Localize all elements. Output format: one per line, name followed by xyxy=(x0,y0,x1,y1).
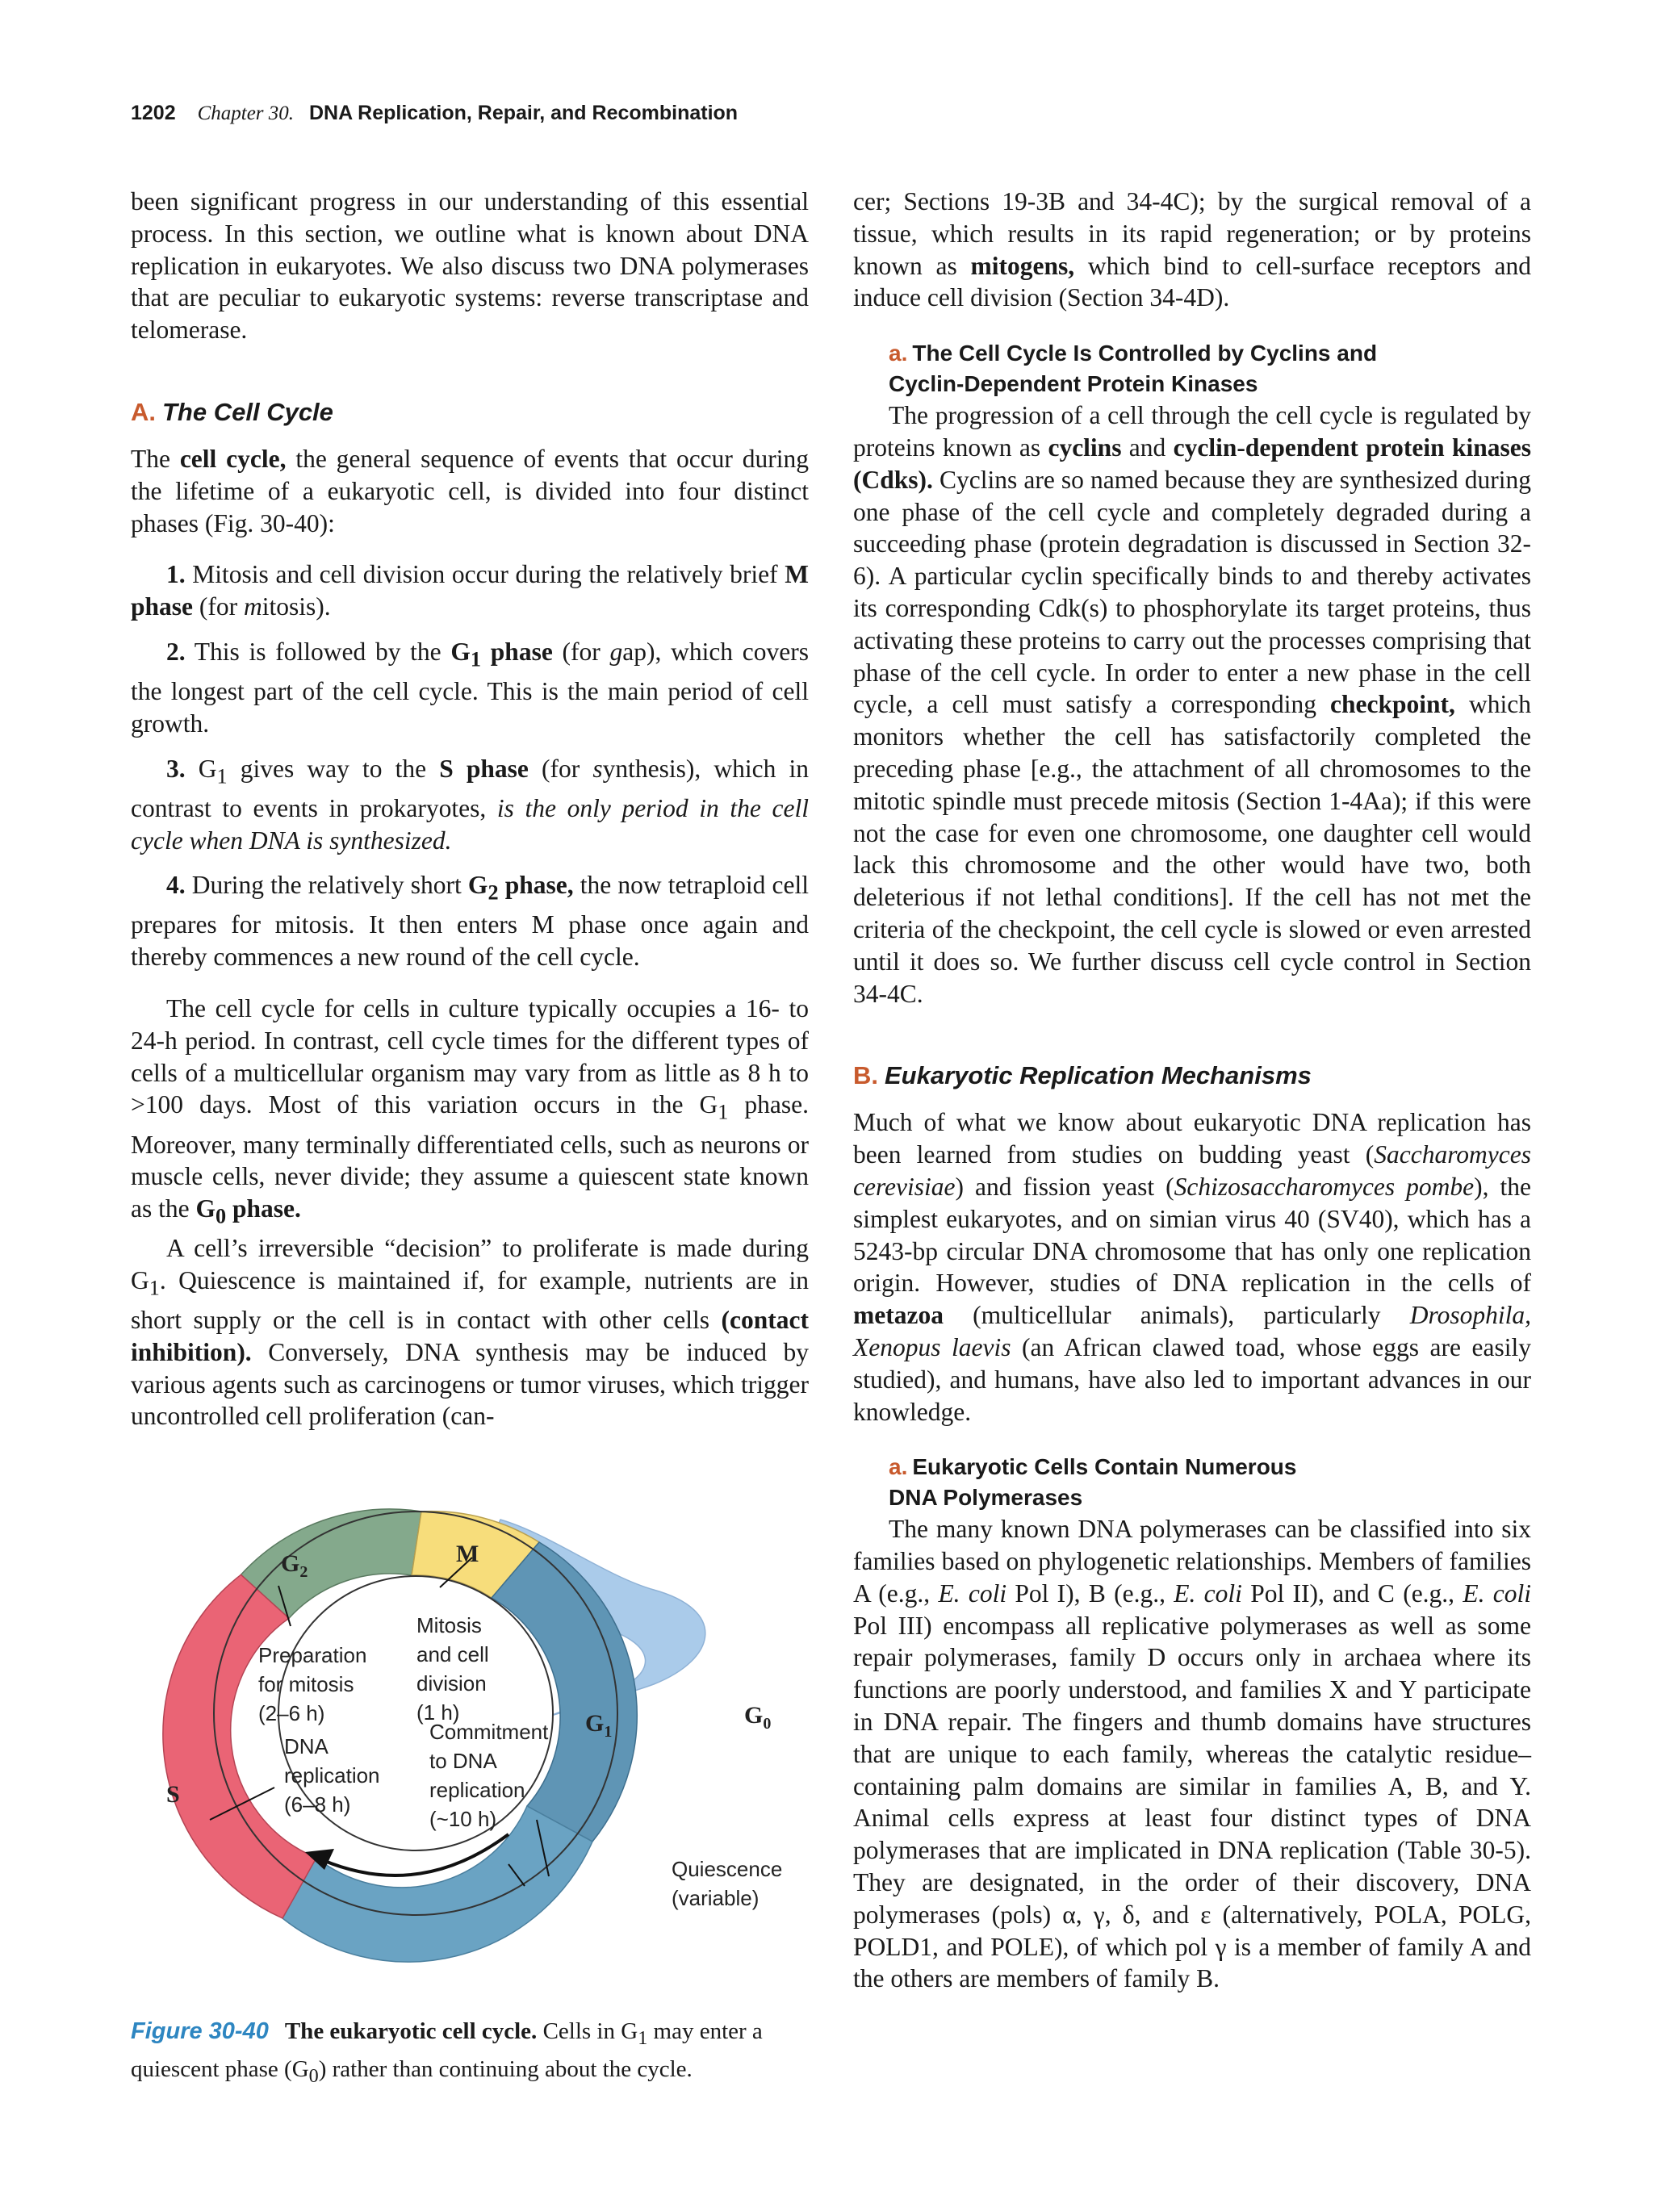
list-item-2: 2. This is followed by the $G_1$ phase (for gap), which covers the longest part of the cell cycle. This is the main period of cell growth. xyxy=(131,637,809,738)
running-header xyxy=(131,102,738,125)
decision-paragraph: A cell’s irreversible “decision” to proliferate is made during $G_1$. Quiescence is maintained if, for example, nutrients are in short supply or the cell is in contact with other cells (contact inhibition). Conversely, DNA synthesis may be induced by various agents such as carcinogens or tumor viruses, which trigger uncontrolled cell proliferation (can- xyxy=(131,1234,809,1431)
chapter-title: DNA Replication, Repair, and Recombination xyxy=(308,102,739,124)
section-heading-a xyxy=(131,396,809,429)
polymerases-paragraph: The many known DNA polymerases can be classified into six families based on phylogenetic relationships. Members of families A (e.g., E. coli Pol I), B (e.g., E. coli Pol II), and C (e.g., E. coli Pol III) encompass all replicative polymerases as well as some repair polymerases, family D occurs only in archaea where its functions are poorly understood, and families X and Y participate in DNA repair. The fingers and thumb domains have structures that are unique to each family, whereas the catalytic residue–containing palm domains are similar in families A, B, and Y. Animal cells express at least four distinct types of DNA polymerases that are implicated in DNA replication (Table 30-5). They are designated, in the order of their discovery, DNA polymerases (pols) α, γ, δ, and ε (alternatively, POLA, POLG, POLD1, and POLE), of which pol γ is a member of family A and the others are members of family B. xyxy=(853,1515,1531,1993)
subsection-heading-polymerases: a. Eukaryotic Cells Contain Numerous DNA Polymerases xyxy=(889,1454,1297,1511)
commitment-label: Commitment to DNA replication (~10 h) xyxy=(429,1720,549,1831)
quiescence-label: Quiescence (variable) xyxy=(672,1857,783,1910)
page-number: 1202 xyxy=(131,102,176,124)
cell-cycle-diagram xyxy=(129,1497,807,2013)
phase-label-g1: $G_1$ xyxy=(585,1710,613,1741)
section-title: The Cell Cycle xyxy=(162,397,333,426)
section-letter: A. xyxy=(131,397,156,426)
cell-cycle-times-paragraph: The cell cycle for cells in culture typically occupies a 16- to 24-h period. In contrast, cell cycle times for the different types of cells of a multicellular organism may vary from as little as 8 h to >100 days. Most of this variation occurs in the $G_1$ phase. Moreover, many terminally differentiated cells, such as neurons or muscle cells, never divide; they assume a quiescent state known as the $G_0$ phase. xyxy=(131,994,809,1228)
figure-title: The eukaryotic cell cycle. xyxy=(284,2018,538,2044)
figure-number: Figure 30-40 xyxy=(131,2018,269,2044)
chapter-label: Chapter 30. xyxy=(197,102,295,124)
continuation-paragraph: cer; Sections 19-3B and 34-4C); by the surgical removal of a tissue, which results in its rapid regeneration; or by proteins known as mitogens, which bind to cell-surface receptors and induce cell division (Section 34-4D). xyxy=(853,187,1531,312)
phase-label-m: M xyxy=(456,1541,479,1567)
list-item-3: 3. $G_1$ gives way to the S phase (for synthesis), which in contrast to events in prokaryotes, is the only period in the cell cycle when DNA is synthesized. xyxy=(131,754,809,855)
mechanisms-paragraph: Much of what we know about eukaryotic DNA replication has been learned from studies on budding yeast (Saccharomyces cerevisiae) and fission yeast (Schizosaccharomyces pombe), the simplest eukaryotes, and on simian virus 40 (SV40), which has a 5243-bp circular DNA chromosome that has only one replication origin. However, studies of DNA replication in the cells of metazoa (multicellular animals), particularly Drosophila, Xenopus laevis (an African clawed toad, whose eggs are easily studied), and humans, have also led to important advances in our knowledge. xyxy=(853,1108,1531,1426)
cyclins-paragraph: The progression of a cell through the cell cycle is regulated by proteins known as cyclins and cyclin-dependent protein kinases (Cdks). Cyclins are so named because they are synthesized during one phase of the cell cycle and completely degraded during a succeeding phase (protein degradation is discussed in Section 32-6). A particular cyclin specifically binds to and thereby activates its corresponding Cdk(s) to phosphorylate its target proteins, thus activating these proteins to carry out the processes comprising that phase of the cell cycle. In order to enter a new phase in the cell cycle, a cell must satisfy a corresponding checkpoint, which monitors whether the cell has satisfactorily completed the preceding phase [e.g., the attachment of all chromosomes to the mitotic spindle must precede mitosis (Section 1-4Aa); if this were not the case for even one chromosome, one daughter cell would lack this chromosome and the other would have two, both deleterious if not lethal conditions]. If the cell has not met the criteria of the checkpoint, the cell cycle is slowed or even arrested until it does so. We further discuss cell cycle control in Section 34-4C. xyxy=(853,401,1531,1008)
prep-label: Preparation for mitosis (2–6 h) xyxy=(258,1643,367,1725)
phase-label-g2: $G_2$ xyxy=(281,1550,308,1581)
dna-replication-label: DNA replication (6–8 h) xyxy=(284,1734,380,1817)
figure-caption: Figure 30-40 The eukaryotic cell cycle. Cells in $G_1$ may enter a quiescent phase $(G_0)$ rather than continuing about the cycle. xyxy=(131,2018,763,2087)
intro-paragraph: been significant progress in our understanding of this essential process. In this section, we outline what is known about DNA replication in eukaryotes. We also discuss two DNA polymerases that are peculiar to eukaryotic systems: reverse transcriptase and telomerase. xyxy=(131,187,809,345)
right-column xyxy=(853,186,1531,1995)
phase-label-s: S xyxy=(166,1781,180,1808)
subsection-heading-cyclins: a. The Cell Cycle Is Controlled by Cyclins and Cyclin-Dependent Protein Kinases xyxy=(889,341,1378,397)
list-item-4: 4. During the relatively short $G_2$ phase, the now tetraploid cell prepares for mitosis. It then enters M phase once again and thereby commences a new round of the cell cycle. xyxy=(131,871,809,972)
mitosis-label: Mitosis and cell division (1 h) xyxy=(416,1613,489,1725)
cell-cycle-paragraph: The cell cycle, the general sequence of events that occur during the lifetime of a eukaryotic cell, is divided into four distinct phases (Fig. 30-40): xyxy=(131,444,809,537)
list-item-1: 1. Mitosis and cell division occur during the relatively brief M phase (for mitosis). xyxy=(131,560,809,621)
phase-label-g0: $G_0$ xyxy=(744,1702,772,1733)
section-heading-b: B. Eukaryotic Replication Mechanisms xyxy=(853,1061,1312,1090)
left-column xyxy=(131,186,809,1432)
